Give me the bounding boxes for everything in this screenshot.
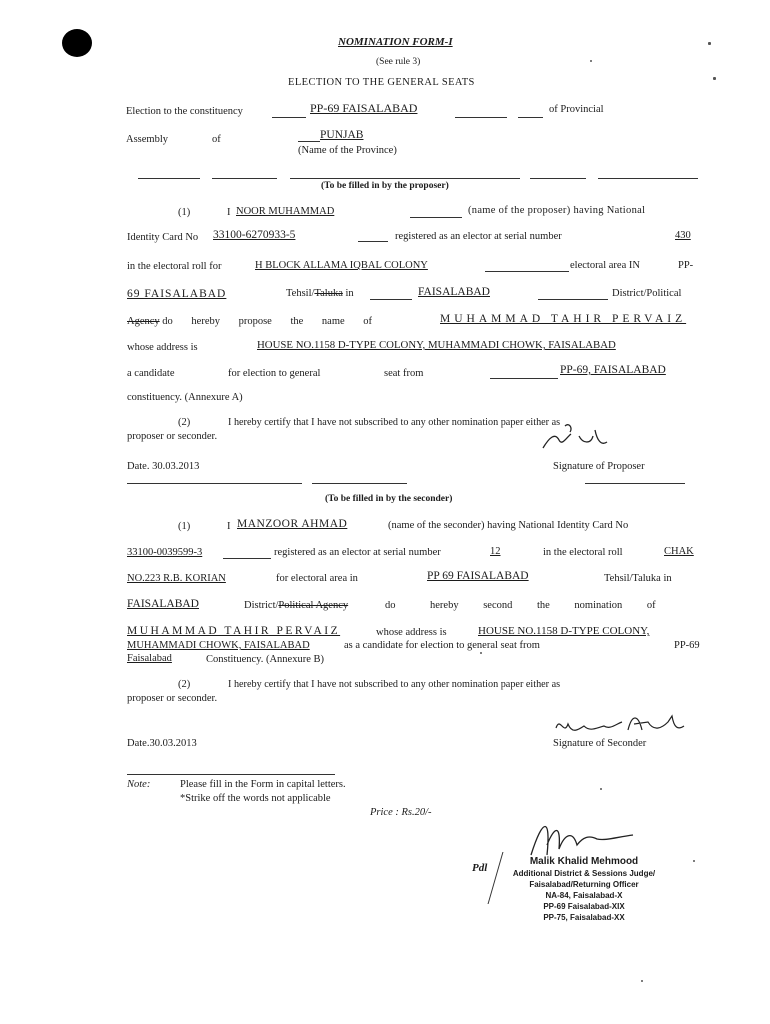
seconder-date: Date.30.03.2013 [127, 738, 197, 749]
form-title: NOMINATION FORM-I [338, 36, 453, 48]
proposer-tehsil-label: Tehsil/Taluka in [286, 288, 354, 299]
form-rule: (See rule 3) [376, 57, 421, 67]
seconder-do: do [385, 600, 396, 611]
stamp-line-5: PP-69 Faisalabad-XIX [543, 902, 625, 911]
separator-line [212, 178, 277, 179]
proposer-annexure: constituency. (Annexure A) [127, 392, 243, 403]
proposer-candidate: MUHAMMAD TAHIR PERVAIZ [440, 313, 687, 325]
seconder-heading: (To be filled in by the seconder) [325, 494, 453, 504]
seconder-seat-b: Faisalabad [127, 653, 172, 664]
separator-line [598, 178, 698, 179]
seconder-line4-rest: hereby second the nomination of [430, 600, 656, 611]
seconder-name: MANZOOR AHMAD [237, 518, 348, 530]
form-price: Price : Rs.20/- [370, 807, 432, 818]
blank-line [223, 558, 271, 559]
province-caption: (Name of the Province) [298, 145, 397, 156]
seconder-line1-post: (name of the seconder) having National Identity Card No [388, 520, 629, 531]
separator-line [127, 483, 302, 484]
proposer-line2-mid: registered as an elector at serial number [395, 231, 562, 242]
proposer-line3-post: electoral area IN [570, 260, 640, 271]
proposer-line7-pre: a candidate [127, 368, 175, 379]
proposer-heading: (To be filled in by the proposer) [321, 181, 449, 191]
constituency-value: PP-69 FAISALABAD [310, 101, 418, 115]
constituency-suffix: of Provincial [549, 104, 604, 115]
political-agency-struck: Political Agency [278, 600, 349, 611]
proposer-line3-end: PP- [678, 260, 694, 271]
proposer-signature-label: Signature of Proposer [553, 461, 645, 472]
seconder-seat-a: PP-69 [674, 640, 700, 651]
stamp-line-2: Additional District & Sessions Judge/ [512, 869, 656, 878]
seconder-candidate: MUHAMMAD TAHIR PERVAIZ [127, 625, 341, 637]
seconder-roll-b: NO.223 R.B. KORIAN [127, 573, 226, 584]
proposer-clause-1: (1) [178, 207, 191, 218]
proposer-seat: PP-69, FAISALABAD [560, 364, 666, 376]
seconder-i: I [227, 521, 231, 532]
taluka-struck: Taluka [314, 288, 343, 299]
proposer-cnic: 33100-6270933-5 [213, 229, 296, 241]
separator-line [138, 178, 200, 179]
separator-line [530, 178, 586, 179]
scan-speck [600, 788, 602, 790]
scan-speck [708, 42, 711, 45]
proposer-name: NOOR MUHAMMAD [236, 206, 335, 217]
stamp-officer-name: Malik Khalid Mehmood [529, 856, 639, 867]
proposer-district: District/Political [612, 288, 682, 299]
stamp-slash [488, 852, 505, 904]
blank-line [272, 117, 306, 118]
seconder-cnic: 33100-0039599-3 [127, 547, 203, 558]
proposer-tehsil: FAISALABAD [418, 286, 490, 298]
proposer-roll-label: in the electoral roll for [127, 261, 222, 272]
constituency-prefix: Election to the constituency [126, 106, 243, 117]
note-line-2: *Strike off the words not applicable [180, 793, 331, 804]
scan-speck [590, 60, 592, 62]
blank-line [518, 117, 543, 118]
blank-line [298, 141, 320, 142]
seconder-serial: 12 [490, 546, 501, 557]
blank-line [490, 378, 558, 379]
seconder-line2-post: in the electoral roll [543, 547, 623, 558]
stamp-line-3: Faisalabad/Returning Officer [529, 880, 639, 889]
proposer-i: I [227, 207, 231, 218]
blank-line [410, 217, 462, 218]
seconder-area: PP 69 FAISALABAD [427, 570, 529, 582]
proposer-date: Date. 30.03.2013 [127, 461, 200, 472]
seconder-line2-mid: registered as an elector at serial number [274, 547, 441, 558]
seconder-clause-2: (2) [178, 679, 191, 690]
seconder-line3-post: Tehsil/Taluka in [604, 573, 672, 584]
proposer-agency-line: Agency do hereby propose the name of [127, 316, 373, 327]
blank-line [485, 271, 569, 272]
proposer-serial: 430 [675, 230, 691, 241]
seconder-roll-a: CHAK [664, 546, 694, 557]
seconder-certify: I hereby certify that I have not subscribed to any other nomination paper either as [228, 679, 561, 690]
notes-separator [127, 774, 335, 775]
punch-hole [62, 29, 92, 57]
note-label: Note: [127, 779, 151, 790]
proposer-address-label: whose address is [127, 342, 198, 353]
seconder-address-a: HOUSE NO.1158 D-TYPE COLONY, [478, 625, 650, 637]
proposer-clause-2: (2) [178, 417, 191, 428]
separator-line [312, 483, 407, 484]
seconder-signature-label: Signature of Seconder [553, 738, 647, 749]
seconder-district: District/Political Agency [244, 600, 349, 611]
assembly-label: Assembly [126, 134, 168, 145]
agency-struck: Agency [127, 316, 160, 327]
seconder-certify-2: proposer or seconder. [127, 693, 218, 704]
blank-line [455, 117, 507, 118]
form-subtitle: ELECTION TO THE GENERAL SEATS [288, 77, 475, 88]
seconder-line7-post: Constituency. (Annexure B) [206, 654, 325, 665]
seconder-tehsil: FAISALABAD [127, 598, 199, 610]
seconder-clause-1: (1) [178, 521, 191, 532]
proposer-certify: I hereby certify that I have not subscribed to any other nomination paper either as [228, 417, 561, 428]
scan-speck [693, 860, 695, 862]
province-value: PUNJAB [320, 129, 364, 141]
scan-speck [641, 980, 643, 982]
stamp-line-6: PP-75, Faisalabad-XX [543, 913, 625, 922]
blank-line [370, 299, 412, 300]
proposer-roll: H BLOCK ALLAMA IQBAL COLONY [255, 260, 428, 271]
note-line-1: Please fill in the Form in capital letters. [180, 779, 346, 790]
separator-line [290, 178, 520, 179]
proposer-line7-mid: for election to general [228, 368, 321, 379]
seconder-line6-mid: as a candidate for election to general seat from [344, 640, 540, 651]
proposer-seat-label: seat from [384, 368, 424, 379]
of-label: of [212, 134, 221, 145]
blank-line [358, 241, 388, 242]
stamp-initials: Pdl [472, 862, 488, 874]
scan-speck [480, 652, 482, 654]
separator-line [585, 483, 685, 484]
proposer-certify-2: proposer or seconder. [127, 431, 218, 442]
seconder-address-b: MUHAMMADI CHOWK, FAISALABAD [127, 640, 310, 651]
proposer-cnic-label: Identity Card No [127, 232, 199, 243]
scan-speck [713, 77, 716, 80]
blank-line [538, 299, 608, 300]
proposer-line1-post: (name of the proposer) having National [468, 205, 646, 216]
proposer-signature [535, 418, 615, 458]
proposer-address: HOUSE NO.1158 D-TYPE COLONY, MUHAMMADI CHOWK, FAISALABAD [257, 339, 616, 351]
proposer-area: 69 FAISALABAD [127, 288, 227, 300]
seconder-line5-mid: whose address is [376, 627, 447, 638]
stamp-line-4: NA-84, Faisalabad-X [545, 891, 623, 900]
seconder-line3-mid: for electoral area in [276, 573, 358, 584]
